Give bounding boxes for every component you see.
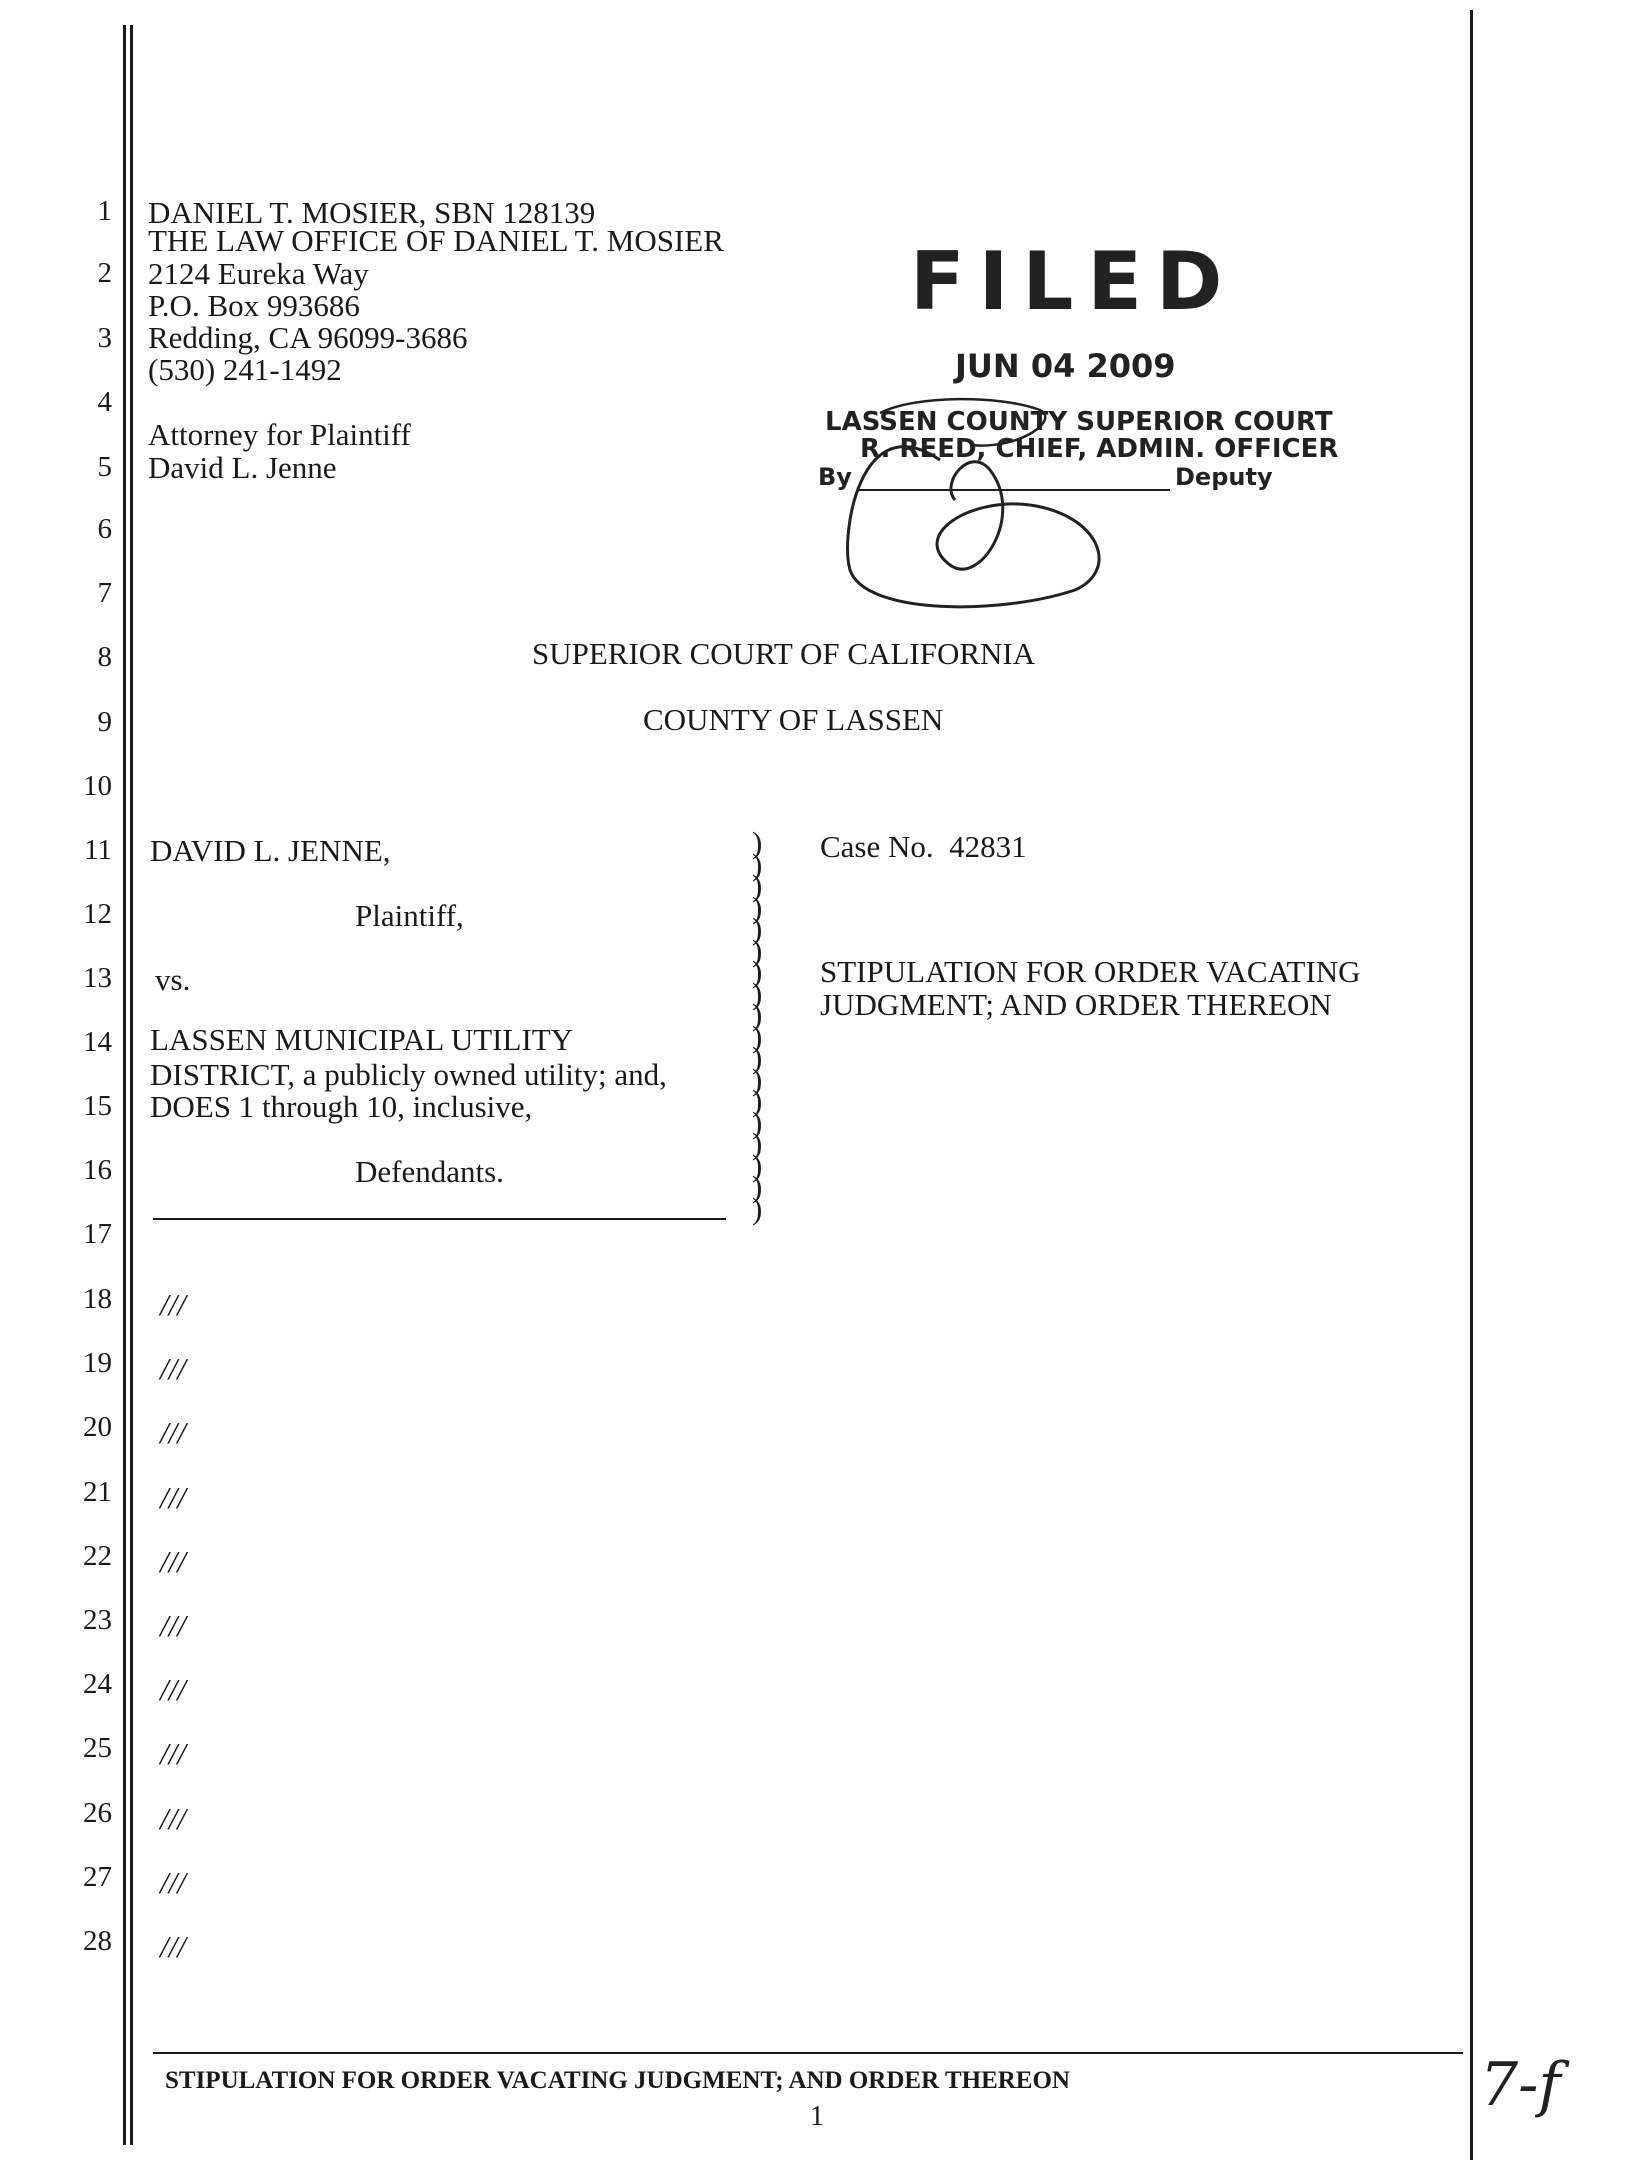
filed-stamp-date: JUN 04 2009 (955, 347, 1176, 385)
filed-stamp-title: FILED (910, 235, 1237, 328)
attorney-city: Redding, CA 96099-3686 (148, 320, 468, 355)
slash-line: /// (160, 1351, 186, 1386)
clerk-signature-icon (820, 365, 1120, 630)
slash-line: /// (160, 1415, 186, 1450)
slash-line: /// (160, 1287, 186, 1322)
line-number: 20 (83, 1411, 112, 1443)
line-number: 7 (97, 577, 112, 609)
line-number: 1 (97, 195, 112, 227)
case-number-label: Case No. (820, 829, 934, 864)
line-number: 8 (97, 641, 112, 673)
attorney-role: Attorney for Plaintiff (148, 417, 411, 452)
line-number: 14 (83, 1026, 112, 1058)
filed-stamp-officer: R. REED, CHIEF, ADMIN. OFFICER (860, 434, 1339, 464)
document-title-line-1: STIPULATION FOR ORDER VACATING (820, 954, 1361, 989)
line-number: 23 (83, 1604, 112, 1636)
court-county: COUNTY OF LASSEN (643, 702, 944, 737)
caption-parentheses: ) ) ) ) ) ) ) ) ) ) ) ) ) ) ) ) ) ) (752, 825, 763, 1226)
left-margin-rule-1 (123, 25, 126, 2145)
line-number: 28 (83, 1925, 112, 1957)
slash-line: /// (160, 1736, 186, 1771)
handwritten-note: 7-f (1480, 2050, 1561, 2120)
slash-line: /// (160, 1672, 186, 1707)
case-number (820, 830, 1027, 864)
line-number: 13 (83, 962, 112, 994)
document-title-line-2: JUDGMENT; AND ORDER THEREON (820, 987, 1332, 1022)
attorney-street: 2124 Eureka Way (148, 256, 369, 291)
line-number: 18 (83, 1283, 112, 1315)
defendant-label: Defendants. (355, 1154, 504, 1189)
line-number: 22 (83, 1540, 112, 1572)
footer-title: STIPULATION FOR ORDER VACATING JUDGMENT; AND ORDER THEREON (165, 2067, 1070, 2094)
line-number: 24 (83, 1668, 112, 1700)
slash-line: /// (160, 1544, 186, 1579)
page-number: 1 (810, 2101, 824, 2132)
left-margin-rule-2 (130, 25, 133, 2145)
line-number: 6 (97, 513, 112, 545)
line-number: 4 (97, 386, 112, 418)
filed-stamp-court: LASSEN COUNTY SUPERIOR COURT (825, 407, 1333, 437)
line-number: 12 (83, 898, 112, 930)
plaintiff-name: DAVID L. JENNE, (150, 833, 391, 868)
defendant-line-1: LASSEN MUNICIPAL UTILITY (150, 1022, 574, 1057)
line-number: 5 (97, 451, 112, 483)
line-number: 21 (83, 1476, 112, 1508)
attorney-firm: THE LAW OFFICE OF DANIEL T. MOSIER (148, 223, 724, 258)
attorney-client: David L. Jenne (148, 450, 337, 485)
line-number: 26 (83, 1797, 112, 1829)
plaintiff-label: Plaintiff, (355, 898, 464, 933)
line-number: 25 (83, 1732, 112, 1764)
slash-line: /// (160, 1801, 186, 1836)
right-margin-rule (1470, 10, 1473, 2160)
caption-underline (153, 1218, 726, 1220)
versus: vs. (155, 962, 191, 997)
slash-line: /// (160, 1929, 186, 1964)
defendant-line-3: DOES 1 through 10, inclusive, (150, 1089, 533, 1124)
attorney-po-box: P.O. Box 993686 (148, 288, 360, 323)
slash-line: /// (160, 1480, 186, 1515)
defendant-line-2: DISTRICT, a publicly owned utility; and, (150, 1057, 667, 1092)
filed-stamp-by: By (818, 463, 852, 491)
slash-line: /// (160, 1865, 186, 1900)
line-number: 11 (84, 834, 112, 866)
line-number: 27 (83, 1861, 112, 1893)
line-number: 16 (83, 1154, 112, 1186)
footer-rule (153, 2052, 1463, 2054)
attorney-name: DANIEL T. MOSIER, SBN 128139 (148, 195, 596, 230)
line-number: 2 (97, 257, 112, 289)
attorney-phone: (530) 241-1492 (148, 352, 342, 387)
slash-line: /// (160, 1608, 186, 1643)
filed-stamp-deputy: Deputy (1175, 463, 1273, 491)
court-name: SUPERIOR COURT OF CALIFORNIA (532, 636, 1036, 671)
line-number: 15 (83, 1090, 112, 1122)
line-number: 3 (97, 322, 112, 354)
line-number: 19 (83, 1347, 112, 1379)
case-number-value: 42831 (949, 829, 1027, 864)
line-number: 9 (97, 706, 112, 738)
line-number: 10 (83, 770, 112, 802)
line-number: 17 (83, 1218, 112, 1250)
